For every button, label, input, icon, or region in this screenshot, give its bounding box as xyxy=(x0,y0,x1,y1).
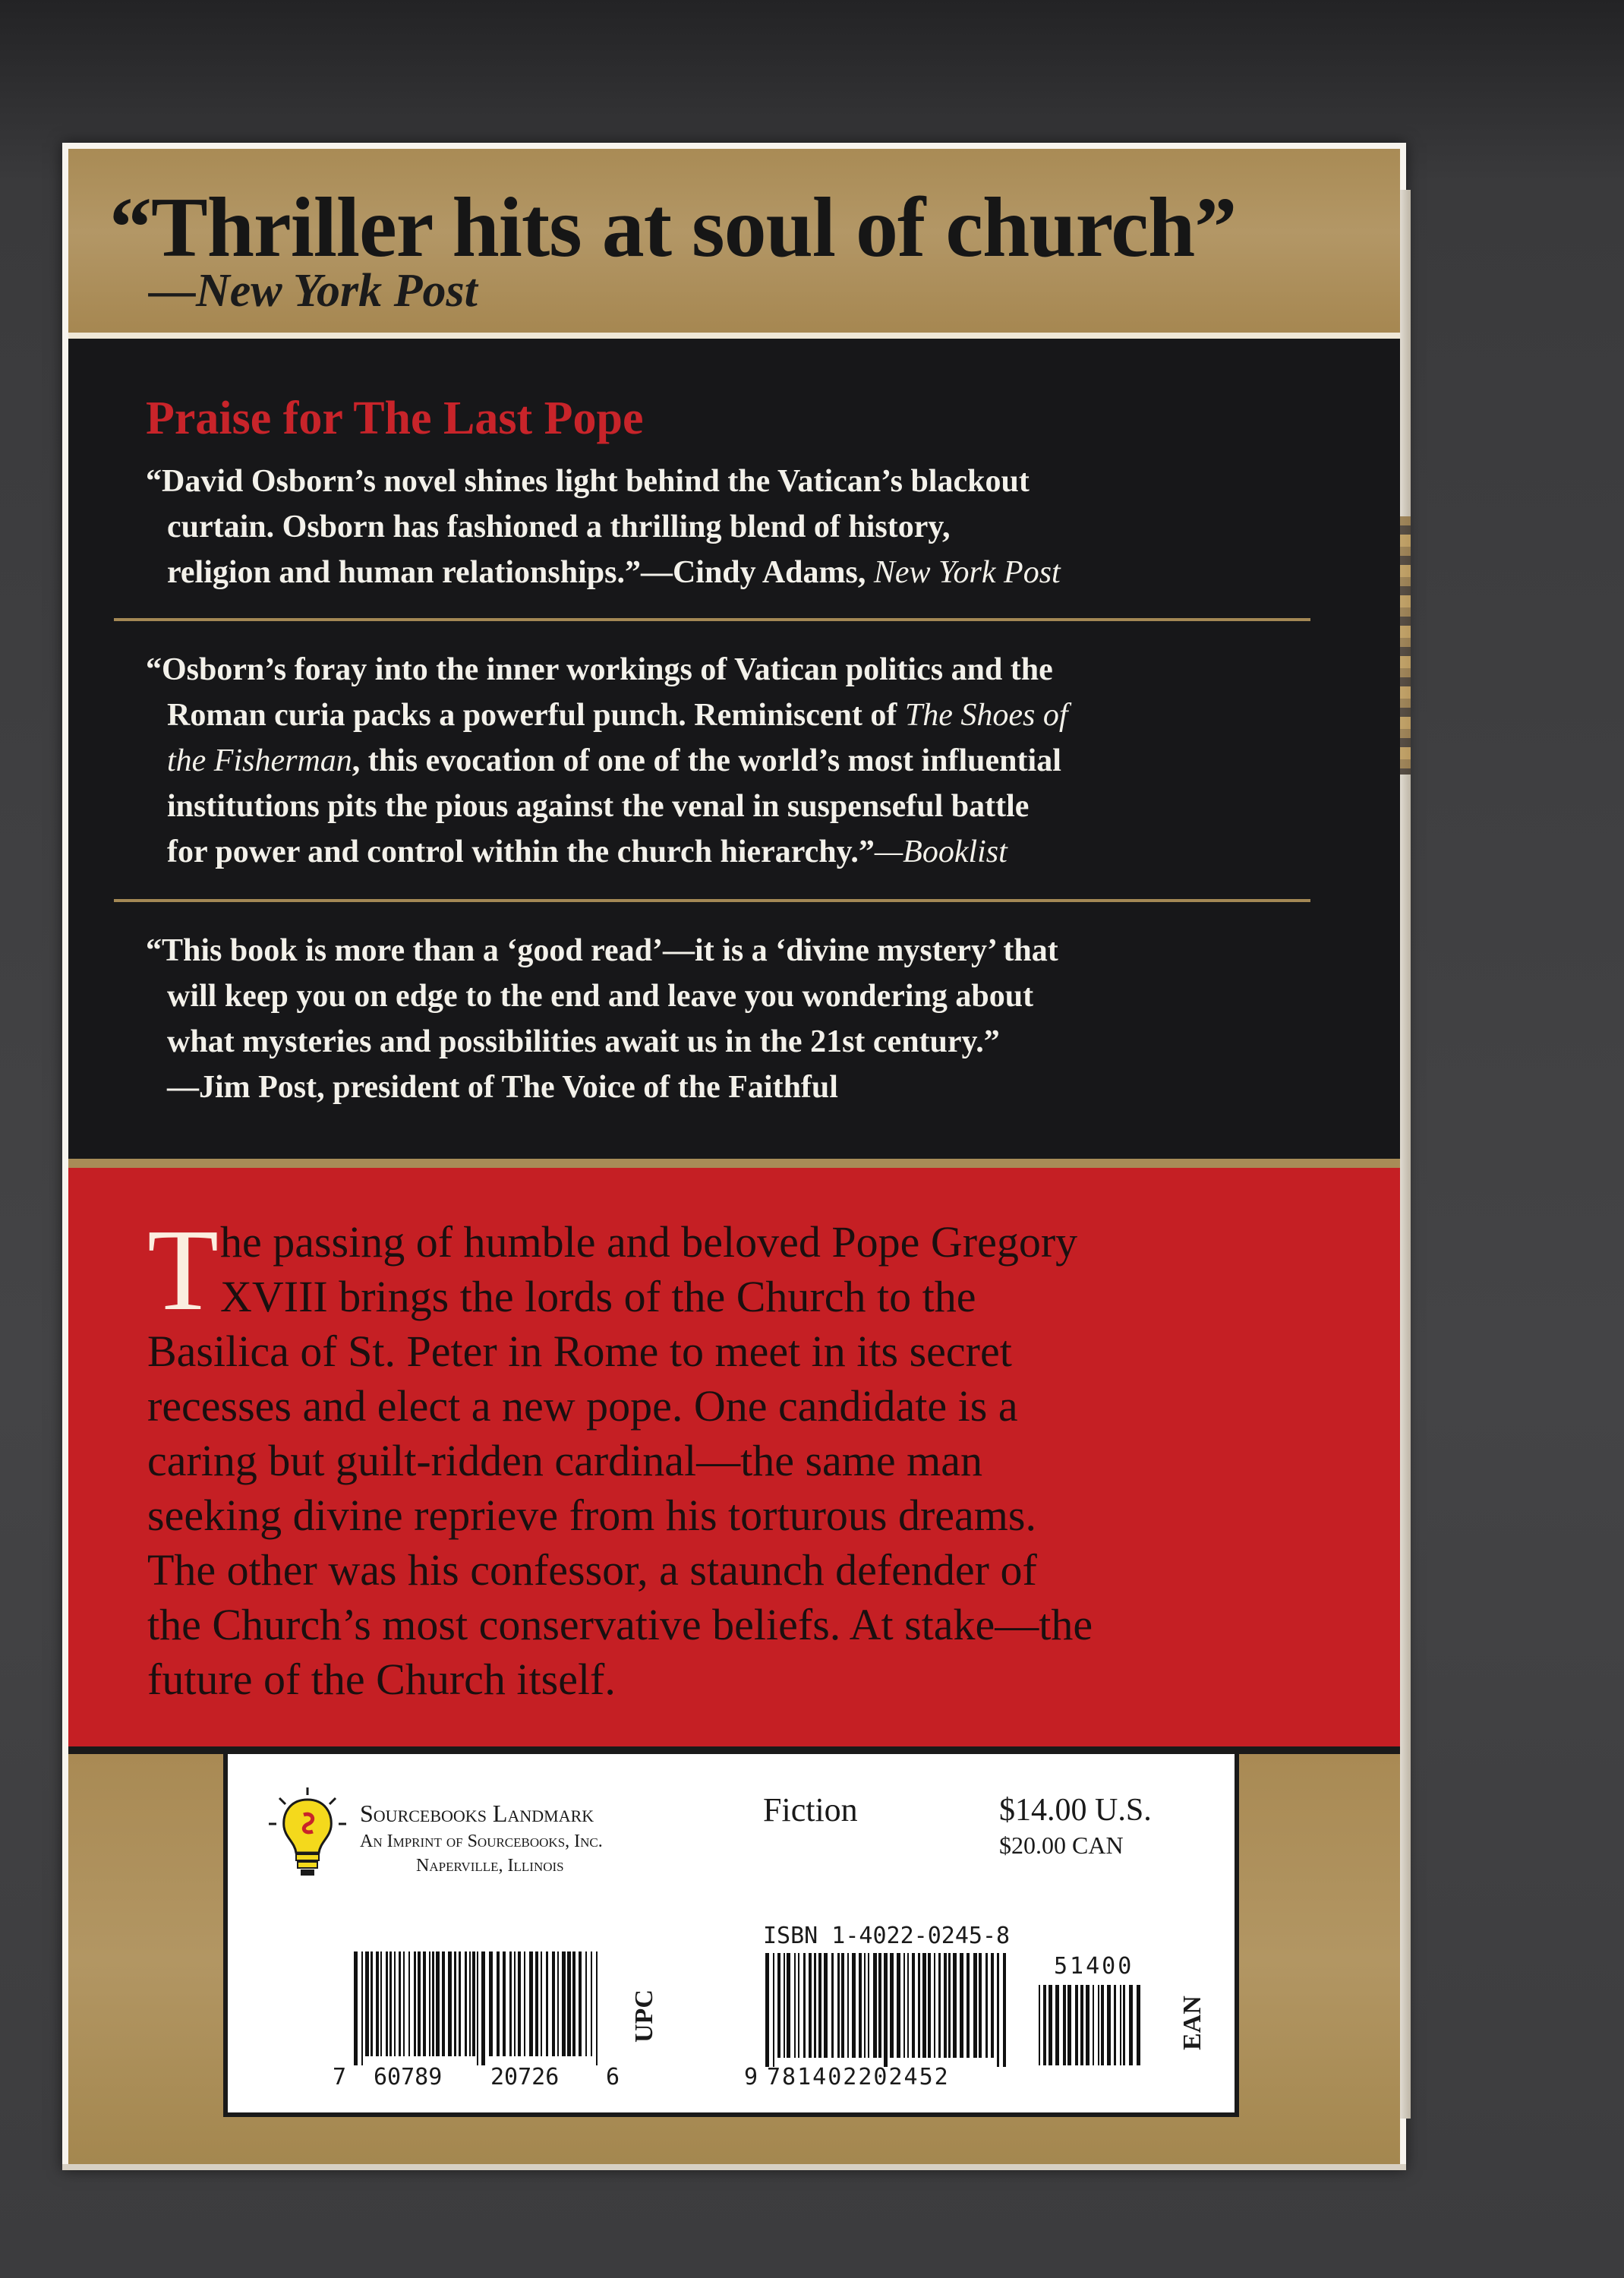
barcode-bar xyxy=(831,1953,834,2058)
barcode-bar xyxy=(529,1951,533,2056)
quote-source: —Jim Post, president of The Voice of the Faithful xyxy=(167,1070,838,1105)
barcode-bar xyxy=(773,1953,774,2067)
barcode-bar xyxy=(1123,1985,1125,2065)
barcode-bar xyxy=(365,1951,369,2056)
barcode-bar xyxy=(922,1953,926,2058)
barcode-bar xyxy=(1043,1985,1046,2065)
quote-line: the Fisherman, this evocation of one of the world’s most influential xyxy=(167,743,1061,778)
lightbulb-logo-icon xyxy=(266,1784,349,1883)
upc-right-digits: 20726 xyxy=(490,2064,560,2090)
quote-line: “This book is more than a ‘good read’—it is a ‘divine mystery’ that xyxy=(146,933,1058,968)
praise-quote-1 xyxy=(146,459,1330,595)
barcode-bar xyxy=(918,1953,920,2058)
barcode-bar xyxy=(535,1951,538,2056)
barcode-bar xyxy=(991,1953,994,2058)
ean-barcode xyxy=(764,1953,1014,2067)
barcode-bar xyxy=(938,1953,941,2058)
quote-source: —Booklist xyxy=(874,835,1008,869)
barcode-bar xyxy=(481,1951,485,2065)
barcode-bar xyxy=(967,1953,970,2058)
upc-check-digit: 6 xyxy=(606,2064,620,2090)
barcode-bar xyxy=(469,1951,471,2056)
barcode-bar xyxy=(1120,1985,1121,2065)
divider xyxy=(68,333,1400,339)
barcode-bar xyxy=(852,1953,856,2058)
quote-line: “Osborn’s foray into the inner workings of Vatican politics and the xyxy=(146,652,1053,687)
ean-digits: 781402202452 xyxy=(767,2064,950,2090)
praise-title: Praise for The Last Pope xyxy=(146,393,644,444)
barcode-bar xyxy=(1063,1985,1066,2065)
quote-source: New York Post xyxy=(873,555,1061,590)
barcode-bar xyxy=(454,1951,456,2056)
price-us: $14.00 U.S. xyxy=(999,1793,1152,1828)
synopsis-line: seeking divine reprieve from his torturous dreams. xyxy=(147,1491,1036,1540)
ean-lead-digit: 9 xyxy=(744,2064,760,2090)
barcode-bar xyxy=(912,1953,915,2058)
barcode-bar xyxy=(541,1951,542,2056)
upc-barcode xyxy=(352,1951,610,2065)
quote-divider xyxy=(114,618,1310,621)
barcode-bar xyxy=(868,1953,869,2058)
synopsis-line: recesses and elect a new pope. One candidate is a xyxy=(147,1381,1018,1431)
barcode-bar xyxy=(414,1951,416,2056)
barcode-bar xyxy=(371,1951,373,2056)
barcode-bar xyxy=(472,1951,475,2056)
barcode-bar xyxy=(389,1951,392,2056)
divider xyxy=(68,1746,1400,1754)
ean-label: EAN xyxy=(1178,1996,1206,2050)
barcode-bar xyxy=(572,1951,575,2056)
barcode-bar xyxy=(979,1953,982,2058)
barcode-bar xyxy=(903,1953,905,2058)
upc-label: UPC xyxy=(630,1989,658,2043)
barcode-bar xyxy=(399,1951,401,2056)
barcode-bar xyxy=(579,1951,582,2056)
barcode-bar xyxy=(859,1953,862,2058)
barcode-bar xyxy=(873,1953,877,2058)
barcode-bar xyxy=(878,1953,881,2058)
barcode-bar xyxy=(953,1953,957,2058)
barcode-bar xyxy=(394,1951,396,2056)
barcode-bar xyxy=(514,1951,516,2056)
barcode-bar xyxy=(436,1951,440,2056)
barcode-bar xyxy=(408,1951,410,2056)
barcode-bar xyxy=(1067,1985,1071,2065)
barcode-bar xyxy=(557,1951,559,2056)
barcode-bar xyxy=(477,1951,478,2065)
barcode-bar xyxy=(944,1953,947,2058)
barcode-bar xyxy=(985,1953,988,2058)
barcode-bar xyxy=(524,1951,525,2056)
synopsis-line: caring but guilt-ridden cardinal—the same man xyxy=(147,1436,983,1485)
publisher-city: Naperville, Illinois xyxy=(416,1856,564,1876)
barcode-bar xyxy=(1039,1985,1040,2065)
genre: Fiction xyxy=(763,1791,858,1828)
barcode-bar xyxy=(562,1951,566,2056)
isbn: ISBN 1-4022-0245-8 xyxy=(763,1923,1011,1949)
upc-left-digits: 60789 xyxy=(374,2064,443,2090)
barcode-bar xyxy=(1080,1985,1083,2065)
barcode-bar xyxy=(403,1951,405,2056)
barcode-bar xyxy=(1114,1985,1116,2065)
quote-line: “David Osborn’s novel shines light behind the Vatican’s blackout xyxy=(146,464,1030,499)
barcode-bar xyxy=(423,1951,426,2056)
barcode-bar xyxy=(794,1953,796,2058)
barcode-bar xyxy=(518,1951,521,2056)
barcode-bar xyxy=(847,1953,849,2058)
barcode-bar xyxy=(509,1951,512,2056)
barcode-bar xyxy=(361,1951,363,2065)
barcode-bar xyxy=(997,1953,999,2067)
quote-line: for power and control within the church hierarchy.”—Booklist xyxy=(167,835,1008,869)
barcode-bar xyxy=(784,1953,785,2058)
barcode-bar xyxy=(973,1953,977,2058)
publisher-imprint: An Imprint of Sourcebooks, Inc. xyxy=(360,1832,603,1851)
barcode-bar xyxy=(907,1953,909,2058)
synopsis-line: The other was his confessor, a staunch defender of xyxy=(147,1545,1037,1595)
barcode-bar xyxy=(798,1953,799,2058)
barcode-bar xyxy=(897,1953,900,2058)
barcode-bar xyxy=(837,1953,840,2058)
quote-line: Roman curia packs a powerful punch. Reminiscent of The Shoes of xyxy=(167,698,1068,733)
barcode-bar xyxy=(1049,1985,1052,2065)
synopsis-line: XVIII brings the lords of the Church to the xyxy=(220,1272,976,1321)
praise-quote-2 xyxy=(146,647,1330,875)
quote-line: institutions pits the pious against the venal in suspenseful battle xyxy=(167,789,1030,824)
barcode-bar xyxy=(354,1951,358,2065)
praise-quote-3 xyxy=(146,928,1330,1110)
barcode-bar xyxy=(442,1951,445,2056)
barcode-bar xyxy=(818,1953,821,2058)
barcode-bar xyxy=(803,1953,806,2058)
barcode-bar xyxy=(497,1951,500,2056)
barcode-bar xyxy=(841,1953,844,2058)
barcode-bar xyxy=(546,1951,548,2056)
synopsis-line: he passing of humble and beloved Pope Gregory xyxy=(220,1217,1078,1267)
quote-line: will keep you on edge to the end and leave you wondering about xyxy=(167,979,1034,1014)
price-can: $20.00 CAN xyxy=(999,1832,1124,1859)
barcode-bar xyxy=(432,1951,434,2056)
cover-bottom-edge xyxy=(62,2164,1406,2170)
barcode-bar xyxy=(418,1951,421,2056)
drop-cap: T xyxy=(147,1206,219,1335)
barcode-bar xyxy=(884,1953,888,2067)
barcode-bar xyxy=(1107,1985,1111,2065)
barcode-bar xyxy=(567,1951,571,2056)
barcode-bar xyxy=(814,1953,816,2058)
ean-addon-digits: 51400 xyxy=(1054,1953,1134,1980)
barcode-bar xyxy=(459,1951,461,2056)
barcode-bar xyxy=(386,1951,388,2056)
barcode-bar xyxy=(1075,1985,1078,2065)
barcode-bar xyxy=(1093,1985,1094,2065)
barcode-bar xyxy=(765,1953,769,2067)
synopsis-line: future of the Church itself. xyxy=(147,1655,616,1704)
headline-quote: “Thriller hits at soul of church” xyxy=(109,181,1237,275)
barcode-bar xyxy=(585,1951,587,2056)
barcode-bar xyxy=(1101,1985,1104,2065)
barcode-bar xyxy=(864,1953,866,2058)
barcode-bar xyxy=(787,1953,790,2058)
quote-line: curtain. Osborn has fashioned a thrilling blend of history, xyxy=(167,510,951,544)
barcode-bar xyxy=(1129,1985,1133,2065)
barcode-bar xyxy=(960,1953,963,2058)
barcode-bar xyxy=(948,1953,951,2058)
barcode-bar xyxy=(890,1953,894,2058)
barcode-bar xyxy=(1098,1985,1099,2065)
barcode-bar xyxy=(552,1951,555,2056)
barcode-bar xyxy=(376,1951,379,2056)
barcode-bar xyxy=(1137,1985,1140,2065)
quote-line: religion and human relationships.”—Cindy Adams, New York Post xyxy=(167,555,1061,590)
barcode-bar xyxy=(928,1953,931,2058)
barcode-bar xyxy=(591,1951,592,2056)
barcode-bar xyxy=(1055,1985,1059,2065)
barcode-bar xyxy=(503,1951,506,2056)
synopsis-text xyxy=(147,1215,1347,1707)
upc-lead-digit: 7 xyxy=(333,2064,347,2090)
barcode-bar xyxy=(465,1951,467,2056)
headline-source: —New York Post xyxy=(149,265,478,317)
synopsis-line: Basilica of St. Peter in Rome to meet in its secret xyxy=(147,1327,1012,1376)
synopsis-line: the Church’s most conservative beliefs. At stake—the xyxy=(147,1600,1093,1649)
barcode-bar xyxy=(934,1953,935,2058)
barcode-bar xyxy=(380,1951,382,2056)
barcode-bar xyxy=(1086,1985,1089,2065)
barcode-bar xyxy=(809,1953,812,2058)
gold-divider-band xyxy=(68,1159,1400,1168)
quote-line: what mysteries and possibilities await us in the 21st century.” xyxy=(167,1024,1000,1059)
barcode-bar xyxy=(824,1953,828,2058)
barcode-bar xyxy=(429,1951,430,2056)
barcode-bar xyxy=(489,1951,493,2056)
quote-divider xyxy=(114,899,1310,902)
barcode-bar xyxy=(448,1951,452,2056)
ean-addon-barcode xyxy=(1037,1985,1151,2074)
barcode-bar xyxy=(1003,1953,1006,2067)
barcode-bar xyxy=(777,1953,780,2058)
publisher-name: Sourcebooks Landmark xyxy=(360,1800,594,1827)
barcode-bar xyxy=(596,1951,598,2065)
